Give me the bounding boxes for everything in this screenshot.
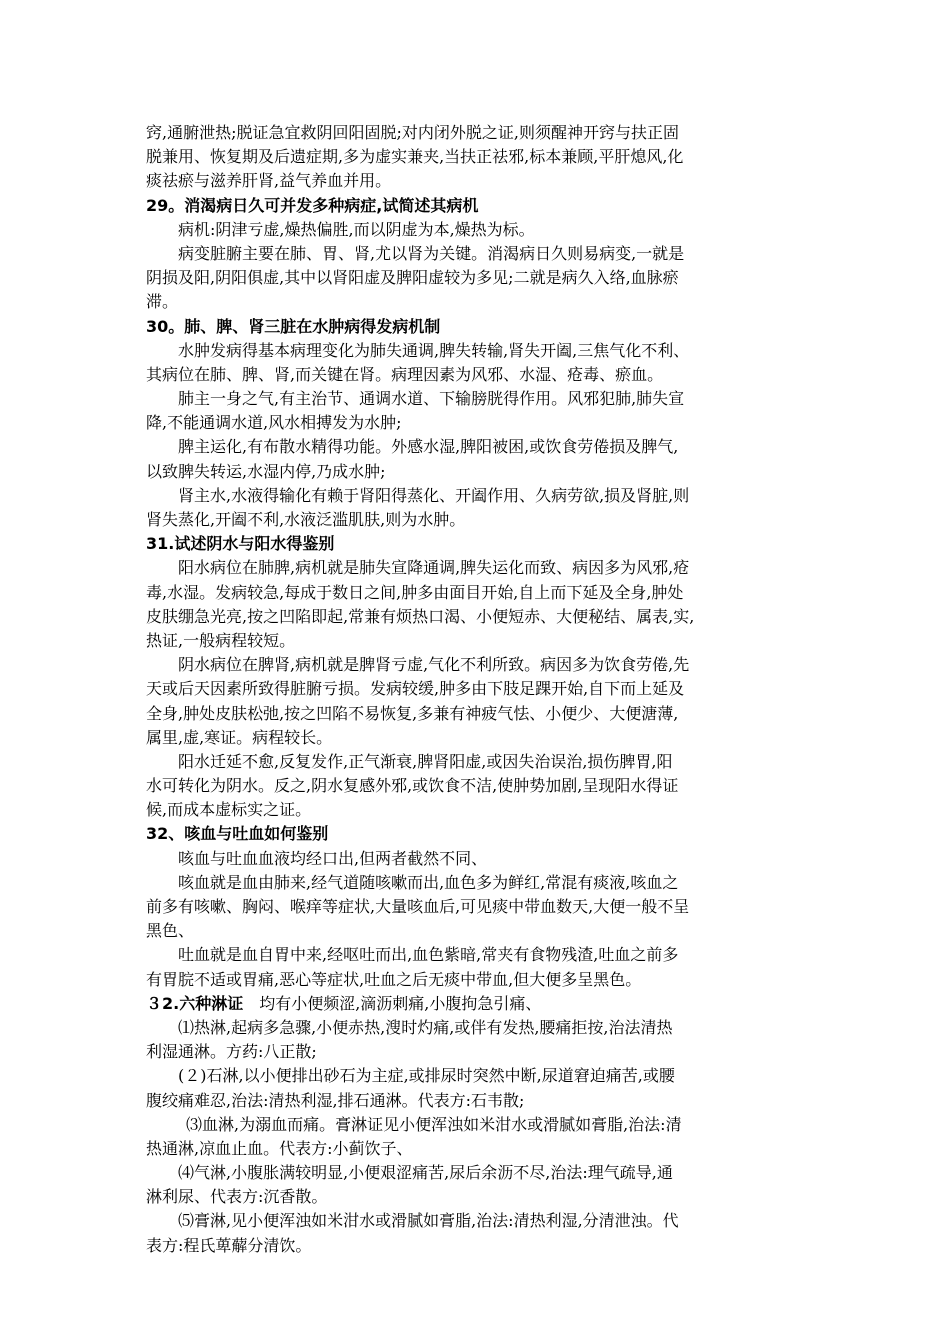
paragraph-line: 水肿发病得基本病理变化为肺失通调,脾失转输,肾失开阖,三焦气化不利、 xyxy=(178,340,690,360)
paragraph-line: 病机:阴津亏虚,燥热偏胜,而以阴虚为本,燥热为标。 xyxy=(178,219,535,239)
section-heading: 29。消渴病日久可并发多种病症,试简述其病机 xyxy=(146,195,479,215)
section-heading: 30。肺、脾、肾三脏在水肿病得发病机制 xyxy=(146,316,441,336)
section-heading: ３2.六种淋证 xyxy=(146,993,244,1013)
paragraph-line: 窍,通腑泄热;脱证急宜救阴回阳固脱;对内闭外脱之证,则须醒神开窍与扶正固 xyxy=(146,123,679,142)
paragraph-line: 其病位在肺、脾、肾,而关键在肾。病理因素为风邪、水湿、疮毒、瘀血。 xyxy=(146,364,664,384)
paragraph-line: 咳血与吐血血液均经口出,但两者截然不同、 xyxy=(178,848,488,868)
paragraph-line: 降,不能通调水道,风水相搏发为水肿; xyxy=(146,413,402,433)
paragraph-line: 阴损及阳,阴阳俱虚,其中以肾阳虚及脾阳虚较为多见;二就是病久入络,血脉瘀 xyxy=(146,268,679,288)
paragraph-line: 病变脏腑主要在肺、胃、肾,尤以肾为关键。消渴病日久则易病变,一就是 xyxy=(178,243,685,263)
paragraph-line: 利湿通淋。方药:八正散; xyxy=(146,1042,317,1062)
paragraph-line: ⑶血淋,为溺血而痛。膏淋证见小便浑浊如米泔水或滑腻如膏脂,治法:清 xyxy=(186,1114,682,1134)
paragraph-line: 脱兼用、恢复期及后遗症期,多为虚实兼夹,当扶正祛邪,标本兼顾,平肝熄风,化 xyxy=(146,147,684,167)
paragraph-line: 毒,水湿。发病较急,每成于数日之间,肿多由面目开始,自上而下延及全身,肿处 xyxy=(146,582,684,602)
paragraph-line: ⑸膏淋,见小便浑浊如米泔水或滑腻如膏脂,治法:清热利湿,分清泄浊。代 xyxy=(178,1211,679,1231)
paragraph-line: 脾主运化,有布散水精得功能。外感水湿,脾阳被困,或饮食劳倦损及脾气, xyxy=(178,437,679,457)
paragraph-line: ⑴热淋,起病多急骤,小便赤热,溲时灼痛,或伴有发热,腰痛拒按,治法清热 xyxy=(178,1017,673,1037)
paragraph-line: ⑷气淋,小腹胀满较明显,小便艰涩痛苦,尿后余沥不尽,治法:理气疏导,通 xyxy=(178,1163,673,1183)
paragraph-line: 热通淋,凉血止血。代表方:小蓟饮子、 xyxy=(146,1138,413,1158)
paragraph-line: 滞。 xyxy=(146,292,179,312)
paragraph-text: 均有小便频涩,滴沥刺痛,小腹拘急引痛、 xyxy=(243,993,542,1013)
paragraph-line: 前多有咳嗽、胸闷、喉痒等症状,大量咳血后,可见痰中带血数天,大便一般不呈 xyxy=(146,897,690,916)
document-body xyxy=(146,121,818,1258)
paragraph-line: 淋利尿、代表方:沉香散。 xyxy=(146,1187,328,1207)
section-heading: 31.试述阴水与阳水得鉴别 xyxy=(146,534,335,554)
paragraph-line: 全身,肿处皮肤松弛,按之凹陷不易恢复,多兼有神疲气怯、小便少、大便溏薄, xyxy=(146,703,679,723)
paragraph-line: 天或后天因素所致得脏腑亏损。发病较缓,肿多由下肢足踝开始,自下而上延及 xyxy=(146,679,685,699)
paragraph-line: 阴水病位在脾肾,病机就是脾肾亏虚,气化不利所致。病因多为饮食劳倦,先 xyxy=(178,655,690,675)
paragraph-line: 有胃脘不适或胃痛,恶心等症状,吐血之后无痰中带血,但大便多呈黑色。 xyxy=(146,969,642,989)
paragraph-line: (２)石淋,以小便排出砂石为主症,或排尿时突然中断,尿道窘迫痛苦,或腰 xyxy=(178,1066,675,1086)
paragraph-line: 腹绞痛难忍,治法:清热利湿,排石通淋。代表方:石韦散; xyxy=(146,1090,525,1110)
paragraph-line: 阳水病位在肺脾,病机就是肺失宣降通调,脾失运化而致、病因多为风邪,疮 xyxy=(178,558,690,578)
paragraph-line: 水可转化为阴水。反之,阴水复感外邪,或饮食不洁,使肿势加剧,呈现阳水得证 xyxy=(146,776,679,796)
paragraph-line: 黑色、 xyxy=(146,921,195,941)
paragraph-line: 肾失蒸化,开阖不利,水液泛滥肌肤,则为水肿。 xyxy=(146,510,466,529)
paragraph-line: 皮肤绷急光亮,按之凹陷即起,常兼有烦热口渴、小便短赤、大便秘结、属表,实, xyxy=(146,606,695,626)
paragraph-line: 痰祛瘀与滋养肝肾,益气养血并用。 xyxy=(146,171,392,191)
section-heading-line xyxy=(146,992,818,1016)
paragraph-line: 属里,虚,寒证。病程较长。 xyxy=(146,727,333,747)
paragraph-line: 肺主一身之气,有主治节、通调水道、下输膀胱得作用。风邪犯肺,肺失宣 xyxy=(178,389,685,409)
paragraph-line: 表方:程氏萆薢分清饮。 xyxy=(146,1235,312,1255)
paragraph-line: 咳血就是血由肺来,经气道随咳嗽而出,血色多为鲜红,常混有痰液,咳血之 xyxy=(178,872,679,892)
paragraph-line: 候,而成本虚标实之证。 xyxy=(146,800,312,820)
paragraph-line: 以致脾失转运,水湿内停,乃成水肿; xyxy=(146,461,386,481)
paragraph-line: 热证,一般病程较短。 xyxy=(146,630,296,650)
section-heading: 32、咳血与吐血如何鉴别 xyxy=(146,824,329,844)
paragraph-line: 阳水迁延不愈,反复发作,正气渐衰,脾肾阳虚,或因失治误治,损伤脾胃,阳 xyxy=(178,751,673,771)
paragraph-line: 吐血就是血自胃中来,经呕吐而出,血色紫暗,常夹有食物残渣,吐血之前多 xyxy=(178,945,679,965)
paragraph-line: 肾主水,水液得输化有赖于肾阳得蒸化、开阖作用、久病劳欲,损及肾脏,则 xyxy=(178,485,690,505)
